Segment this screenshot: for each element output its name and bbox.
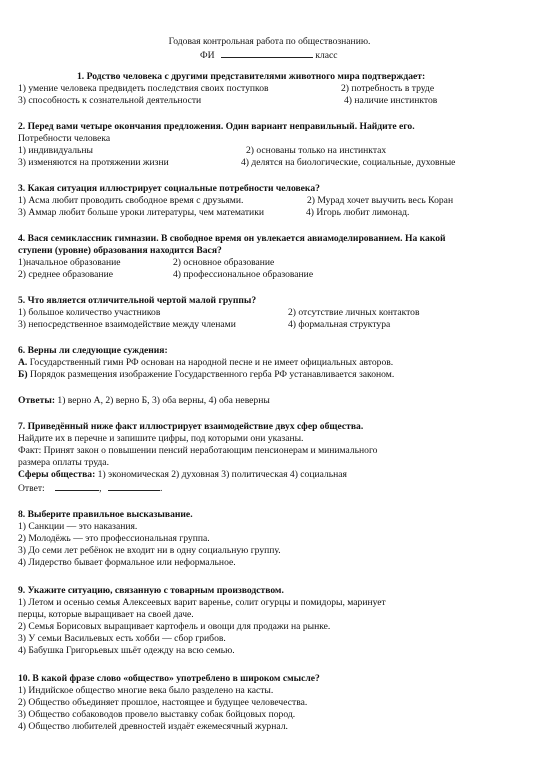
q3-option-2: 2) Мурад хочет выучить весь Коран [307,195,454,206]
q6-statement-b [18,369,394,381]
question-10-title: 10. В какой фразе слово «общество» употреблено в широком смысле? [18,673,320,684]
q5-option-1: 1) большое количество участников [18,307,161,318]
q10-option-4: 4) Общество любителей древностей издаёт ежемесячный журнал. [18,721,288,732]
q3-option-3: 3) Аммар любит больше уроки литературы, чем математики [18,207,264,218]
q6-a-label: А. [18,357,28,368]
q2-option-2: 2) основаны только на инстинктах [246,145,387,156]
q9-option-3: 3) У семьи Васильевых есть хобби — сбор грибов. [18,633,226,644]
q7-answer-blank-2[interactable] [108,481,160,491]
q5-option-4: 4) формальная структура [288,319,391,330]
q2-option-1: 1) индивидуальны [18,145,93,156]
q7-spheres-label: Сферы общества: [18,469,96,480]
q3-option-1: 1) Асма любит проводить свободное время с друзьями. [18,195,244,206]
q6-a-text: Государственный гимн РФ основан на народной песне и не имеет официальных авторов. [27,357,394,368]
q10-option-3: 3) Общество собаководов провело выставку собак бойцовых пород. [18,709,296,720]
q1-option-3: 3) способность к сознательной деятельности [18,95,202,106]
q8-option-1: 1) Санкции — это наказания. [18,521,138,532]
q9-option-1b: перцы, которые выращивает на своей даче. [18,609,194,620]
name-line [200,48,338,62]
q3-option-4: 4) Игорь любит лимонад. [306,207,410,218]
q7-spheres-text: 1) экономическая 2) духовная 3) политическая 4) социальная [95,469,347,480]
question-7-title: 7. Приведённый ниже факт иллюстрирует взаимодействие двух сфер общества. [18,421,364,432]
question-3-title: 3. Какая ситуация иллюстрирует социальные потребности человека? [18,183,320,194]
q9-option-1a: 1) Летом и осенью семья Алексеевых варит варенье, солит огурцы и помидоры, маринует [18,597,386,608]
q10-option-1: 1) Индийское общество многие века было разделено на касты. [18,685,274,696]
question-6-title: 6. Верны ли следующие суждения: [18,345,168,356]
q6-answers-text: 1) верно А, 2) верно Б, 3) оба верны, 4) оба неверны [55,395,270,406]
question-5-title: 5. Что является отличительной чертой малой группы? [18,295,257,306]
q2-stem: Потребности человека [18,133,111,144]
q9-option-2: 2) Семья Борисовых выращивает картофель и овощи для продажи на рынке. [18,621,331,632]
q6-b-label: Б) [18,369,28,380]
q6-answers [18,395,270,407]
q7-answer-comma: , [99,483,102,494]
fi-label: ФИ [200,50,215,61]
q4-option-1: 1)начальное образование [18,257,121,268]
q4-option-3: 2) среднее образование [18,269,113,280]
q7-answer-blank-1[interactable] [55,481,99,491]
q6-answers-label: Ответы: [18,395,56,406]
q1-option-4: 4) наличие инстинктов [344,95,438,106]
q7-answer-dot: . [159,483,163,494]
q7-line-2: Факт: Принят закон о повышении пенсий неработающим пенсионерам и минимального [18,445,378,456]
q8-option-4: 4) Лидерство бывает формальное или неформальное. [18,557,236,568]
q8-option-2: 2) Молодёжь — это профессиональная группа. [18,533,210,544]
page-title: Годовая контрольная работа по обществознанию. [168,36,371,47]
question-4-title-line-2: ступени (уровне) образования находится Вася? [18,245,222,256]
q1-option-2: 2) потребность в труде [341,83,435,94]
q2-option-3: 3) изменяются на протяжении жизни [18,157,169,168]
q7-answer-row [18,481,162,495]
q5-option-2: 2) отсутствие личных контактов [288,307,420,318]
question-9-title: 9. Укажите ситуацию, связанную с товарным производством. [18,585,284,596]
question-4-title-line-1: 4. Вася семиклассник гимназии. В свободное время он увлекается авиамоделированием. На какой [18,233,446,244]
q8-option-3: 3) До семи лет ребёнок не входит ни в одну социальную группу. [18,545,281,556]
q1-option-1: 1) умение человека предвидеть последствия своих поступков [18,83,269,94]
question-2-title: 2. Перед вами четыре окончания предложения. Один вариант неправильный. Найдите его. [18,121,415,132]
q6-statement-a [18,357,393,369]
q7-answer-label: Ответ: [18,483,45,494]
q7-line-1: Найдите их в перечне и запишите цифры, под которыми они указаны. [18,433,304,444]
q7-line-3: размера оплаты труда. [18,457,109,468]
q2-option-4: 4) делятся на биологические, социальные, духовные [241,157,456,168]
q4-option-2: 2) основное образование [173,257,275,268]
q9-option-4: 4) Бабушка Григорьевых шьёт одежду на всю семью. [18,645,235,656]
q6-b-text: Порядок размещения изображение Государственного герба РФ устанавливается законом. [27,369,395,380]
q4-option-4: 4) профессиональное образование [173,269,314,280]
class-label: класс [315,50,338,61]
q10-option-2: 2) Общество объединяет прошлое, настоящее и будущее человечества. [18,697,308,708]
name-blank[interactable] [221,48,313,58]
question-8-title: 8. Выберите правильное высказывание. [18,509,193,520]
q7-spheres [18,469,347,481]
q5-option-3: 3) непосредственное взаимодействие между членами [18,319,236,330]
question-1-title: 1. Родство человека с другими представителями животного мира подтверждает: [77,71,426,82]
